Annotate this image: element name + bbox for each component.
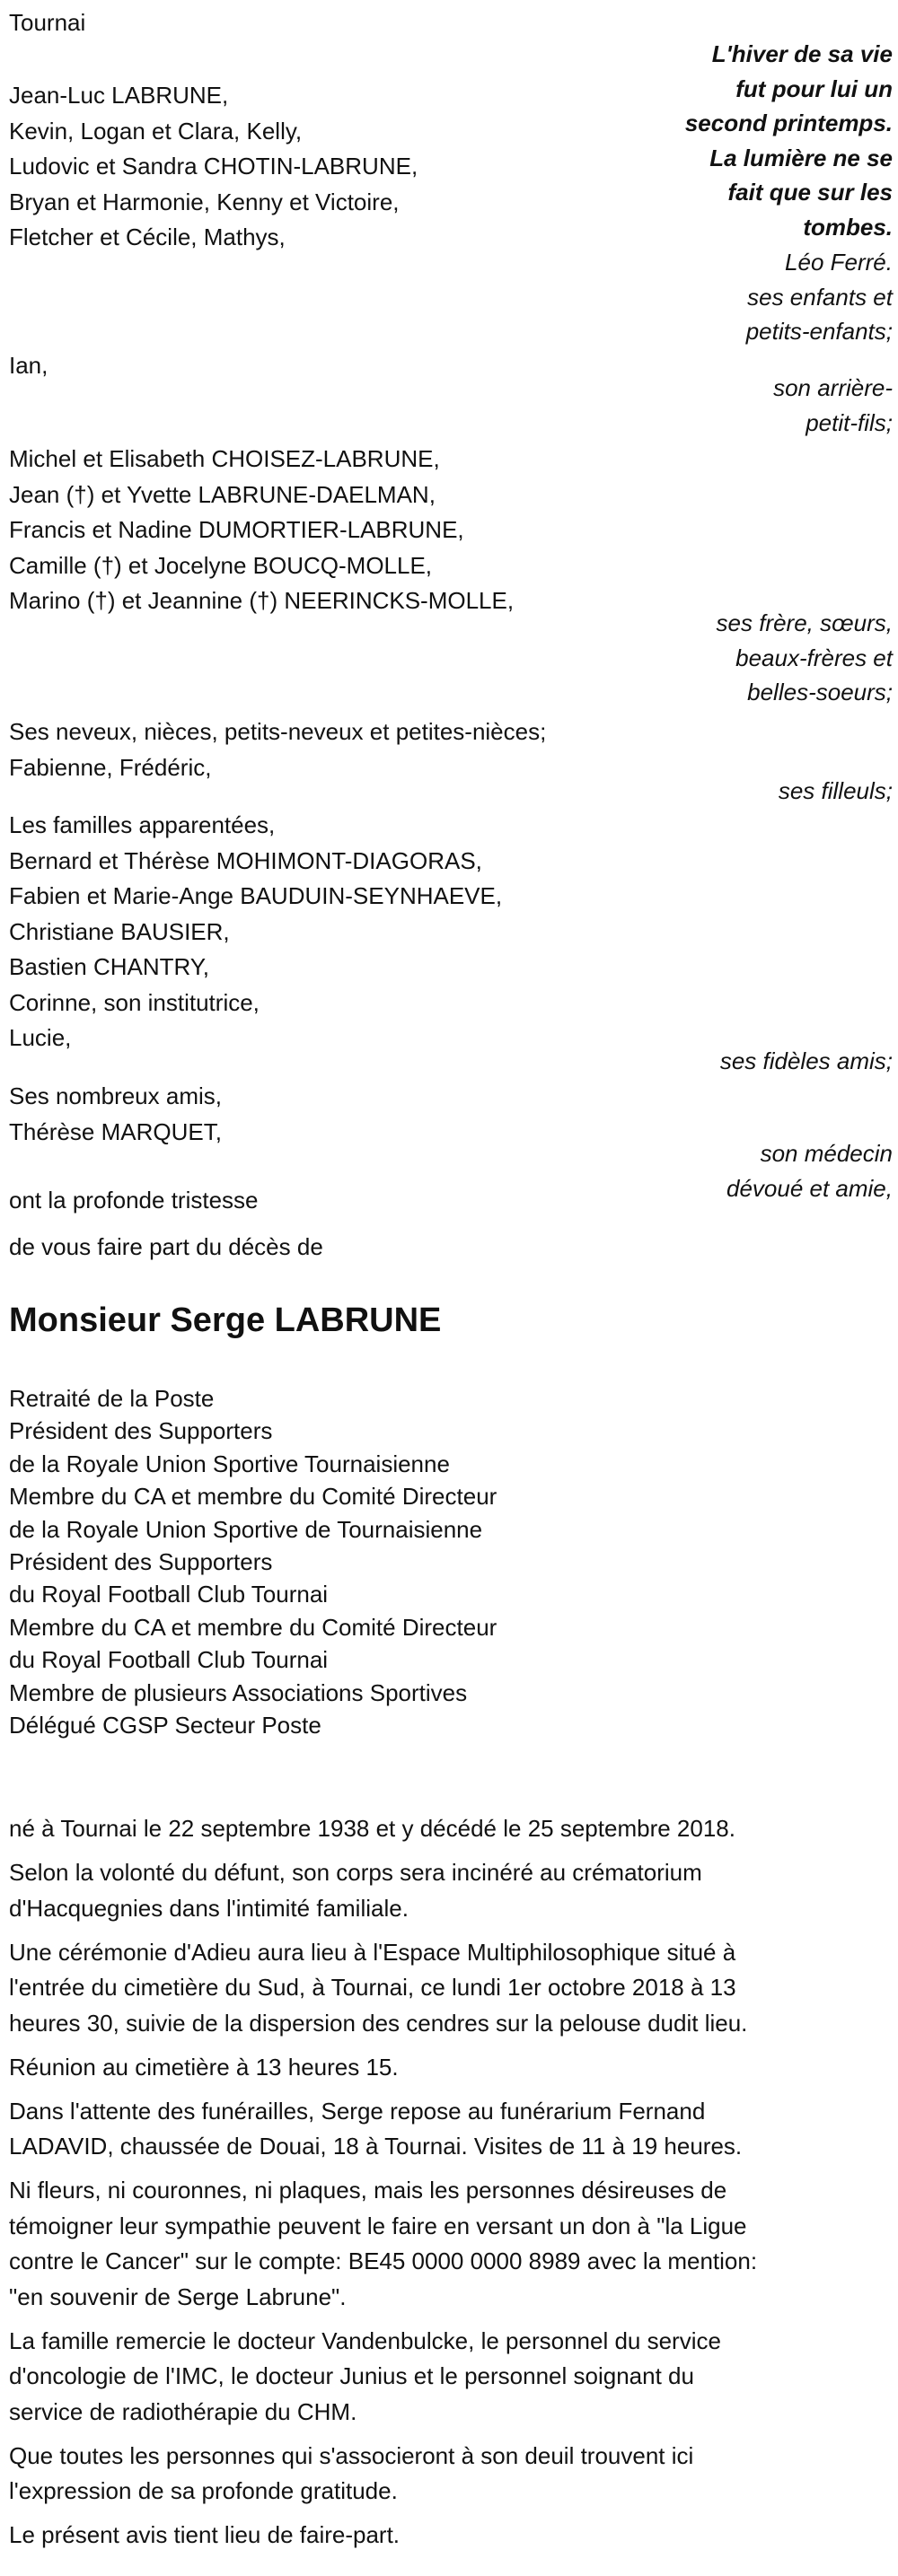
great-grandchild-role bbox=[773, 371, 893, 440]
announce-line: ont la profonde tristesse bbox=[9, 1187, 259, 1214]
family-line: Ludovic et Sandra CHOTIN-LABRUNE, bbox=[9, 153, 418, 180]
family-line: Lucie, bbox=[9, 1024, 72, 1051]
quote-line: La lumière ne se bbox=[709, 144, 893, 171]
paragraph-line: Le présent avis tient lieu de faire-part. bbox=[9, 2521, 401, 2548]
paragraph-line: né à Tournai le 22 septembre 1938 et y décédé le 25 septembre 2018. bbox=[9, 1815, 735, 1842]
doctor-role bbox=[726, 1136, 893, 1205]
paragraph-line: Dans l'attente des funérailles, Serge repose au funérarium Fernand bbox=[9, 2097, 706, 2125]
many-friends-list bbox=[9, 1079, 222, 1150]
paragraph-funeral-home bbox=[9, 2094, 894, 2165]
family-line: Jean (†) et Yvette LABRUNE-DAELMAN, bbox=[9, 480, 436, 508]
paragraph-meeting bbox=[9, 2050, 894, 2086]
career-line: Membre de plusieurs Associations Sportives bbox=[9, 1678, 468, 1706]
role-line: belles-soeurs; bbox=[747, 679, 893, 705]
role-line: ses enfants et bbox=[747, 283, 893, 311]
paragraph-line: LADAVID, chaussée de Douai, 18 à Tournai. Visites de 11 à 19 heures. bbox=[9, 2133, 743, 2160]
family-line: Ian, bbox=[9, 352, 48, 379]
quote-author: Léo Ferré. bbox=[785, 249, 893, 276]
family-line: Francis et Nadine DUMORTIER-LABRUNE, bbox=[9, 516, 464, 543]
career-line: Délégué CGSP Secteur Poste bbox=[9, 1711, 321, 1739]
paragraph-line: témoigner leur sympathie peuvent le faire en versant un don à "la Ligue bbox=[9, 2212, 747, 2239]
role-line: petit-fils; bbox=[806, 408, 893, 436]
career-line: du Royal Football Club Tournai bbox=[9, 1646, 329, 1674]
paragraph-line: "en souvenir de Serge Labrune". bbox=[9, 2282, 347, 2310]
careers-list bbox=[9, 1382, 497, 1741]
role-line: dévoué et amie, bbox=[726, 1174, 893, 1202]
paragraph-cremation bbox=[9, 1855, 894, 1926]
career-line: Membre du CA et membre du Comité Directeur bbox=[9, 1483, 497, 1511]
children-list bbox=[9, 78, 418, 256]
career-line: Membre du CA et membre du Comité Directeur bbox=[9, 1613, 497, 1641]
paragraph-line: Ni fleurs, ni couronnes, ni plaques, mais les personnes désireuses de bbox=[9, 2177, 727, 2204]
paragraph-line: l'expression de sa profonde gratitude. bbox=[9, 2477, 398, 2504]
career-line: Président des Supporters bbox=[9, 1547, 273, 1575]
body-paragraphs bbox=[9, 1811, 894, 2562]
family-line: Fabien et Marie-Ange BAUDUIN-SEYNHAEVE, bbox=[9, 882, 503, 909]
paragraph-line: Une cérémonie d'Adieu aura lieu à l'Espace Multiphilosophique situé à bbox=[9, 1938, 736, 1966]
family-line: Fabienne, Frédéric, bbox=[9, 753, 212, 781]
role-line: ses frère, sœurs, bbox=[716, 609, 893, 636]
deceased-name: Monsieur Serge LABRUNE bbox=[9, 1301, 442, 1339]
paragraph-line: contre le Cancer" sur le compte: BE45 0000 0000 8989 avec la mention: bbox=[9, 2247, 758, 2274]
family-line: Fletcher et Cécile, Mathys, bbox=[9, 223, 286, 250]
quote-author-and-role bbox=[746, 245, 893, 349]
quote-line: L'hiver de sa vie bbox=[711, 40, 893, 67]
role-line: petits-enfants; bbox=[745, 318, 893, 345]
family-line: Bastien CHANTRY, bbox=[9, 953, 210, 980]
paragraph-ceremony bbox=[9, 1935, 894, 2042]
role-line: son médecin bbox=[760, 1140, 893, 1167]
paragraph-line: d'oncologie de l'IMC, le docteur Junius et le personnel soignant du bbox=[9, 2362, 694, 2389]
friends-list bbox=[9, 808, 502, 1056]
family-line: Michel et Elisabeth CHOISEZ-LABRUNE, bbox=[9, 445, 440, 472]
paragraph-line: Que toutes les personnes qui s'associeront à son deuil trouvent ici bbox=[9, 2441, 694, 2469]
paragraph-line: d'Hacquegnies dans l'intimité familiale. bbox=[9, 1894, 409, 1922]
city-text: Tournai bbox=[9, 9, 86, 36]
quote-line: second printemps. bbox=[684, 110, 893, 136]
paragraph-thanks bbox=[9, 2324, 894, 2431]
quote bbox=[685, 37, 893, 244]
role-line: beaux-frères et bbox=[735, 644, 893, 671]
family-line: Thérèse MARQUET, bbox=[9, 1117, 222, 1145]
career-line: Président des Supporters bbox=[9, 1417, 273, 1445]
siblings-list bbox=[9, 442, 514, 619]
career-line: Retraité de la Poste bbox=[9, 1385, 215, 1412]
family-line: Marino (†) et Jeannine (†) NEERINCKS-MOLLE, bbox=[9, 587, 515, 614]
family-line: Ses nombreux amis, bbox=[9, 1082, 222, 1109]
announce-1 bbox=[9, 1183, 259, 1219]
paragraph-line: l'entrée du cimetière du Sud, à Tournai, ce lundi 1er octobre 2018 à 13 bbox=[9, 1974, 736, 2001]
announce-2 bbox=[9, 1230, 323, 1266]
quote-line: fait que sur les bbox=[727, 179, 893, 206]
family-line: Bernard et Thérèse MOHIMONT-DIAGORAS, bbox=[9, 846, 482, 874]
paragraph-gratitude bbox=[9, 2439, 894, 2510]
city bbox=[9, 5, 85, 41]
godchildren-role bbox=[779, 774, 893, 809]
career-line: de la Royale Union Sportive Tournaisienne bbox=[9, 1450, 450, 1477]
siblings-role bbox=[717, 606, 893, 710]
family-line: Camille (†) et Jocelyne BOUCQ-MOLLE, bbox=[9, 551, 433, 579]
paragraph-line: Selon la volonté du défunt, son corps sera incinéré au crématorium bbox=[9, 1859, 702, 1886]
quote-line: fut pour lui un bbox=[735, 74, 893, 102]
family-line: Corinne, son institutrice, bbox=[9, 988, 260, 1016]
announce-line: de vous faire part du décès de bbox=[9, 1233, 323, 1260]
great-grandchild bbox=[9, 348, 48, 384]
paragraph-donation bbox=[9, 2173, 894, 2315]
role-line: ses fidèles amis; bbox=[719, 1047, 893, 1074]
paragraph-line: service de radiothérapie du CHM. bbox=[9, 2397, 357, 2425]
paragraph-line: heures 30, suivie de la dispersion des cendres sur la pelouse dudit lieu. bbox=[9, 2009, 748, 2037]
nephews-list bbox=[9, 714, 546, 785]
family-line: Les familles apparentées, bbox=[9, 811, 276, 838]
paragraph-line: Réunion au cimetière à 13 heures 15. bbox=[9, 2053, 399, 2081]
paragraph-notice bbox=[9, 2518, 894, 2554]
paragraph-birth-death bbox=[9, 1811, 894, 1847]
friends-role bbox=[720, 1044, 893, 1079]
paragraph-line: La famille remercie le docteur Vandenbulcke, le personnel du service bbox=[9, 2326, 721, 2354]
family-line: Kevin, Logan et Clara, Kelly, bbox=[9, 117, 303, 145]
career-line: de la Royale Union Sportive de Tournaisienne bbox=[9, 1515, 483, 1543]
role-line: ses filleuls; bbox=[778, 777, 893, 804]
role-line: son arrière- bbox=[773, 374, 893, 401]
quote-line: tombes. bbox=[803, 213, 893, 241]
family-line: Ses neveux, nièces, petits-neveux et petites-nièces; bbox=[9, 718, 547, 745]
family-line: Bryan et Harmonie, Kenny et Victoire, bbox=[9, 188, 400, 215]
family-line: Christiane BAUSIER, bbox=[9, 917, 230, 945]
career-line: du Royal Football Club Tournai bbox=[9, 1581, 329, 1608]
family-line: Jean-Luc LABRUNE, bbox=[9, 82, 229, 109]
